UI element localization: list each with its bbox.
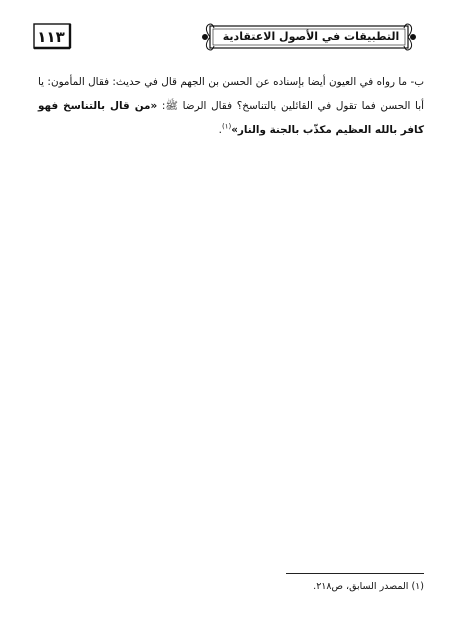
footnote-text: المصدر السابق، ص٢١٨. [313,581,409,592]
page-number: ١١٣ [37,28,65,46]
paragraph-end: . [218,124,222,136]
footnote-reference: (١) [221,122,232,131]
main-paragraph [38,70,424,142]
paragraph-text: ب- ما رواه في العيون أيضا بإسناده عن الحسن بن الجهم قال في حديث: فقال المأمون: يا أبا الحسن فما تقول في القائلين بالتناسخ؟ فقال الرضا ﷺ: [38,76,425,112]
footnote-divider [286,573,424,574]
footnote-marker: (١) [411,581,424,592]
footnote [200,580,424,594]
running-header-title: التطبيقات في الأصول الاعتقادية [222,30,400,43]
quoted-hadith: «من قال بالتناسخ فهو كافر بالله العظيم مكذّب بالجنة والنار» [38,100,424,136]
